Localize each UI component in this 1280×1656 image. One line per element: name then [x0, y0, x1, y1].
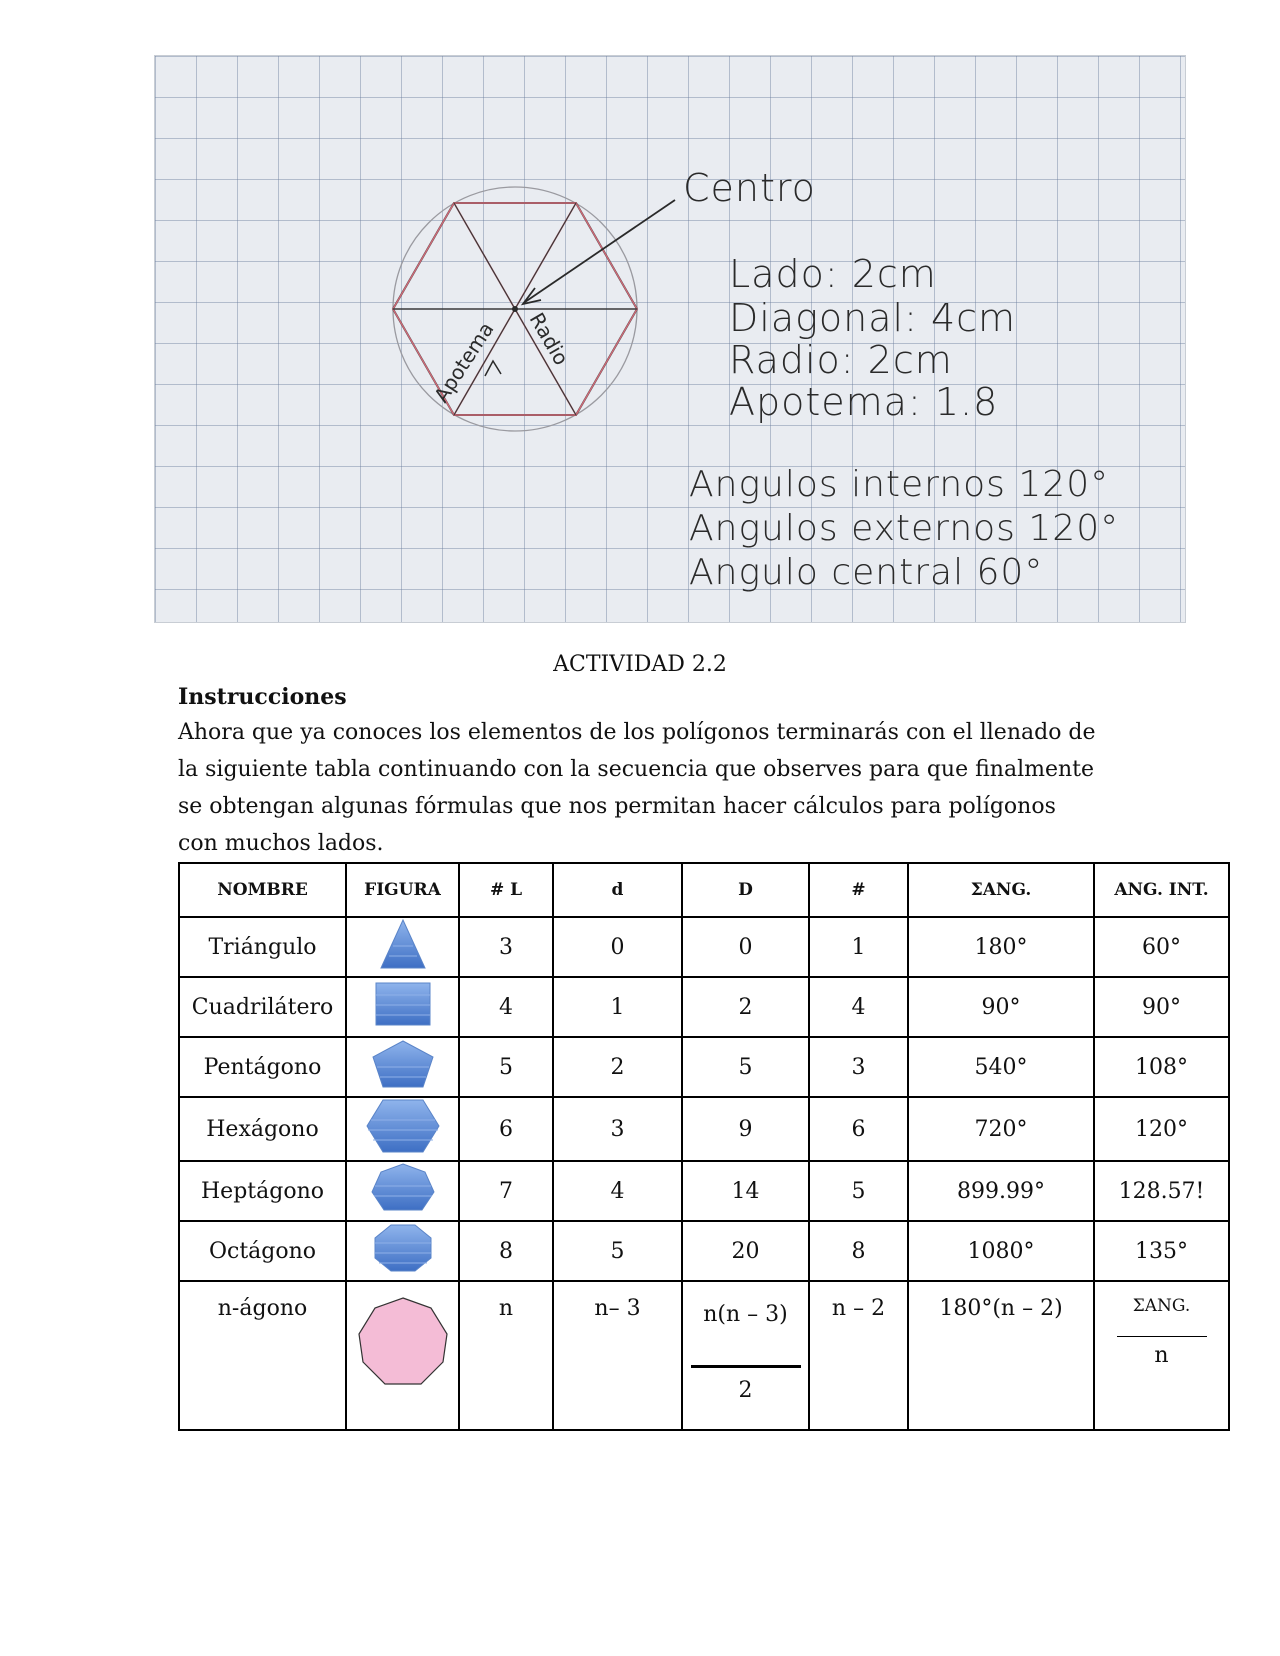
lado-label: Lado: 2cm [729, 252, 937, 296]
cell-lados: 8 [459, 1221, 553, 1281]
cell-int-formula [1094, 1281, 1229, 1430]
cell-lados: 7 [459, 1161, 553, 1221]
cell-d: n– 3 [553, 1281, 682, 1430]
diagonal-label: Diagonal: 4cm [729, 296, 1017, 340]
cell-sum: 1080° [908, 1221, 1094, 1281]
nonagon-icon [357, 1296, 449, 1388]
cell-name: Pentágono [179, 1037, 346, 1097]
cell-count: 4 [809, 977, 908, 1037]
cell-figure [346, 1221, 459, 1281]
header-sum-angles: ΣANG. [908, 863, 1094, 917]
fraction-bar [1117, 1336, 1207, 1337]
D-numerator: n(n – 3) [703, 1302, 788, 1327]
cell-D-formula [682, 1281, 809, 1430]
cell-lados: 5 [459, 1037, 553, 1097]
cell-D: 2 [682, 977, 809, 1037]
cell-figure [346, 1037, 459, 1097]
apotema-arrow-icon [485, 361, 501, 376]
cell-count: n – 2 [809, 1281, 908, 1430]
octagon-icon [373, 1223, 433, 1273]
radio-tag: Radio [524, 308, 574, 370]
cell-d: 4 [553, 1161, 682, 1221]
angulos-internos-label: Angulos internos 120° [689, 464, 1110, 505]
int-denominator: n [1154, 1343, 1169, 1368]
header-D: D [682, 863, 809, 917]
fraction-bar [691, 1365, 801, 1368]
graph-paper-photo [154, 55, 1186, 623]
cell-sum: 180° [908, 917, 1094, 977]
angulos-externos-label: Angulos externos 120° [689, 508, 1120, 549]
pentagon-icon [371, 1039, 435, 1089]
cell-count: 8 [809, 1221, 908, 1281]
cell-d: 5 [553, 1221, 682, 1281]
instructions-heading: Instrucciones [178, 684, 347, 710]
cell-int: 128.57! [1094, 1161, 1229, 1221]
header-figura: FIGURA [346, 863, 459, 917]
angulo-central-label: Angulo central 60° [689, 552, 1044, 593]
cell-lados: 6 [459, 1097, 553, 1161]
cell-name: Hexágono [179, 1097, 346, 1161]
cell-D: 14 [682, 1161, 809, 1221]
radius-a [454, 203, 515, 309]
radio-label: Radio: 2cm [729, 338, 953, 382]
table-row [179, 1097, 1229, 1161]
cell-figure [346, 917, 459, 977]
cell-int: 135° [1094, 1221, 1229, 1281]
D-denominator: 2 [738, 1378, 753, 1403]
cell-d: 2 [553, 1037, 682, 1097]
cell-figure [346, 1161, 459, 1221]
table-row [179, 1221, 1229, 1281]
center-dot [512, 306, 518, 312]
cell-d: 1 [553, 977, 682, 1037]
apotema-label: Apotema: 1.8 [729, 380, 999, 424]
header-lados: # L [459, 863, 553, 917]
cell-figure [346, 1281, 459, 1430]
cell-int: 60° [1094, 917, 1229, 977]
cell-sum: 720° [908, 1097, 1094, 1161]
cell-int: 120° [1094, 1097, 1229, 1161]
cell-D: 9 [682, 1097, 809, 1161]
table-header-row [179, 863, 1229, 917]
cell-figure [346, 1097, 459, 1161]
square-icon [374, 981, 432, 1027]
cell-sum: 90° [908, 977, 1094, 1037]
header-d: d [553, 863, 682, 917]
cell-count: 6 [809, 1097, 908, 1161]
cell-lados: n [459, 1281, 553, 1430]
cell-D: 5 [682, 1037, 809, 1097]
table-row [179, 977, 1229, 1037]
cell-d: 0 [553, 917, 682, 977]
cell-figure [346, 977, 459, 1037]
cell-lados: 3 [459, 917, 553, 977]
table-row [179, 917, 1229, 977]
table-row [179, 1161, 1229, 1221]
cell-name: n-ágono [179, 1281, 346, 1430]
cell-name: Octágono [179, 1221, 346, 1281]
cell-count: 5 [809, 1161, 908, 1221]
cell-sum: 899.99° [908, 1161, 1094, 1221]
cell-D: 20 [682, 1221, 809, 1281]
header-interior-angle: ANG. INT. [1094, 863, 1229, 917]
cell-sum: 540° [908, 1037, 1094, 1097]
cell-name: Cuadrilátero [179, 977, 346, 1037]
hexagon-icon [365, 1098, 441, 1154]
cell-count: 1 [809, 917, 908, 977]
cell-count: 3 [809, 1037, 908, 1097]
header-nombre: NOMBRE [179, 863, 346, 917]
header-count: # [809, 863, 908, 917]
cell-name: Triángulo [179, 917, 346, 977]
table-row-general [179, 1281, 1229, 1430]
polygon-table [178, 862, 1230, 1431]
activity-title: ACTIVIDAD 2.2 [553, 652, 727, 677]
centro-label: Centro [683, 166, 816, 210]
cell-D: 0 [682, 917, 809, 977]
instructions-body: Ahora que ya conoces los elementos de los polígonos terminarás con el llenado de la siguiente tabla continuando con la secuencia que observes para que finalmente se obtengan algunas fórmulas que nos permitan hacer cálculos para polígonos con muchos lados. [178, 720, 1096, 856]
cell-d: 3 [553, 1097, 682, 1161]
table-row [179, 1037, 1229, 1097]
cell-sum: 180°(n – 2) [908, 1281, 1094, 1430]
apotema-tag: Apotema [429, 317, 499, 407]
cell-int: 108° [1094, 1037, 1229, 1097]
triangle-icon [379, 918, 427, 970]
cell-lados: 4 [459, 977, 553, 1037]
cell-name: Heptágono [179, 1161, 346, 1221]
heptagon-icon [370, 1162, 436, 1214]
int-numerator: ΣANG. [1132, 1296, 1191, 1316]
radius-b [515, 203, 576, 309]
cell-int: 90° [1094, 977, 1229, 1037]
